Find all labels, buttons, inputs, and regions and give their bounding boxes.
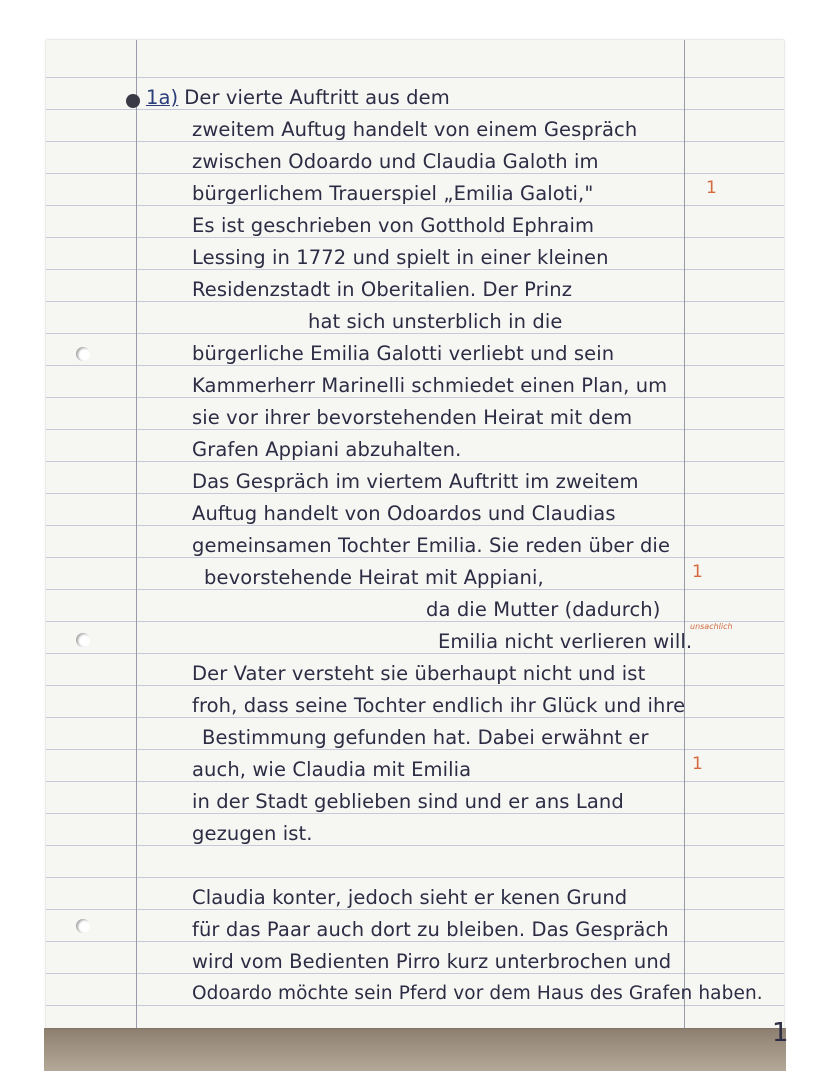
text-line: wird vom Bedienten Pirro kurz unterbrochen und xyxy=(192,950,672,973)
text-line: bevorstehende Heirat mit Appiani, xyxy=(204,566,544,589)
correction-mark: 1 xyxy=(692,754,703,774)
text-line: Bestimmung gefunden hat. Dabei erwähnt er xyxy=(202,726,649,749)
correction-mark: 1 xyxy=(706,178,717,198)
background-surface xyxy=(44,1028,786,1071)
text-line: auch, wie Claudia mit Emilia xyxy=(192,758,472,781)
notebook-page xyxy=(46,40,789,1048)
text-line: Lessing in 1772 und spielt in einer kleinen xyxy=(192,246,609,269)
text-line: in der Stadt geblieben sind und er ans Land xyxy=(192,790,624,813)
task-label: 1a) xyxy=(146,86,179,109)
text-line: Auftug handelt von Odoardos und Claudias xyxy=(192,502,616,525)
text-line: Odoardo möchte sein Pferd vor dem Haus des Grafen haben. xyxy=(192,983,763,1004)
correction-mark: 1 xyxy=(692,562,703,582)
page-number: 1 xyxy=(772,1018,789,1048)
text-line: gezugen ist. xyxy=(192,822,313,845)
text-line: für das Paar auch dort zu bleiben. Das Gespräch xyxy=(192,918,669,941)
text-line: Der Vater versteht sie überhaupt nicht und ist xyxy=(192,662,646,685)
punch-hole xyxy=(76,633,90,647)
text-line: Claudia konter, jedoch sieht er kenen Grund xyxy=(192,886,628,909)
text-line: zweitem Auftug handelt von einem Gespräch xyxy=(192,118,638,141)
punch-hole xyxy=(76,919,90,933)
text-line: hat sich unsterblich in die xyxy=(308,310,563,333)
text-line: zwischen Odoardo und Claudia Galoth im xyxy=(192,150,599,173)
bullet-dot xyxy=(126,94,140,108)
text-line: Kammerherr Marinelli schmiedet einen Plan, um xyxy=(192,374,668,397)
text-line: gemeinsamen Tochter Emilia. Sie reden über die xyxy=(192,534,671,557)
text-line: da die Mutter (dadurch) xyxy=(426,598,661,621)
correction-note: unsachlich xyxy=(690,622,733,631)
text-line: Grafen Appiani abzuhalten. xyxy=(192,438,462,461)
left-margin-line xyxy=(136,40,137,1028)
text-line: Das Gespräch im viertem Auftritt im zweitem xyxy=(192,470,639,493)
text-line: bürgerlichem Trauerspiel „Emilia Galoti," xyxy=(192,182,594,205)
punch-hole xyxy=(76,347,90,361)
text-line: sie vor ihrer bevorstehenden Heirat mit dem xyxy=(192,406,633,429)
text-line xyxy=(146,850,746,882)
text-line: Emilia nicht verlieren will. xyxy=(438,630,693,653)
handwritten-text xyxy=(146,82,763,1010)
text-line: bürgerliche Emilia Galotti verliebt und sein xyxy=(192,342,615,365)
text-line: 1a) Der vierte Auftritt aus dem xyxy=(146,82,746,114)
text-line: froh, dass seine Tochter endlich ihr Glück und ihre xyxy=(192,694,686,717)
text-line: Es ist geschrieben von Gotthold Ephraim xyxy=(192,214,595,237)
text-line: Residenzstadt in Oberitalien. Der Prinz xyxy=(192,278,573,301)
